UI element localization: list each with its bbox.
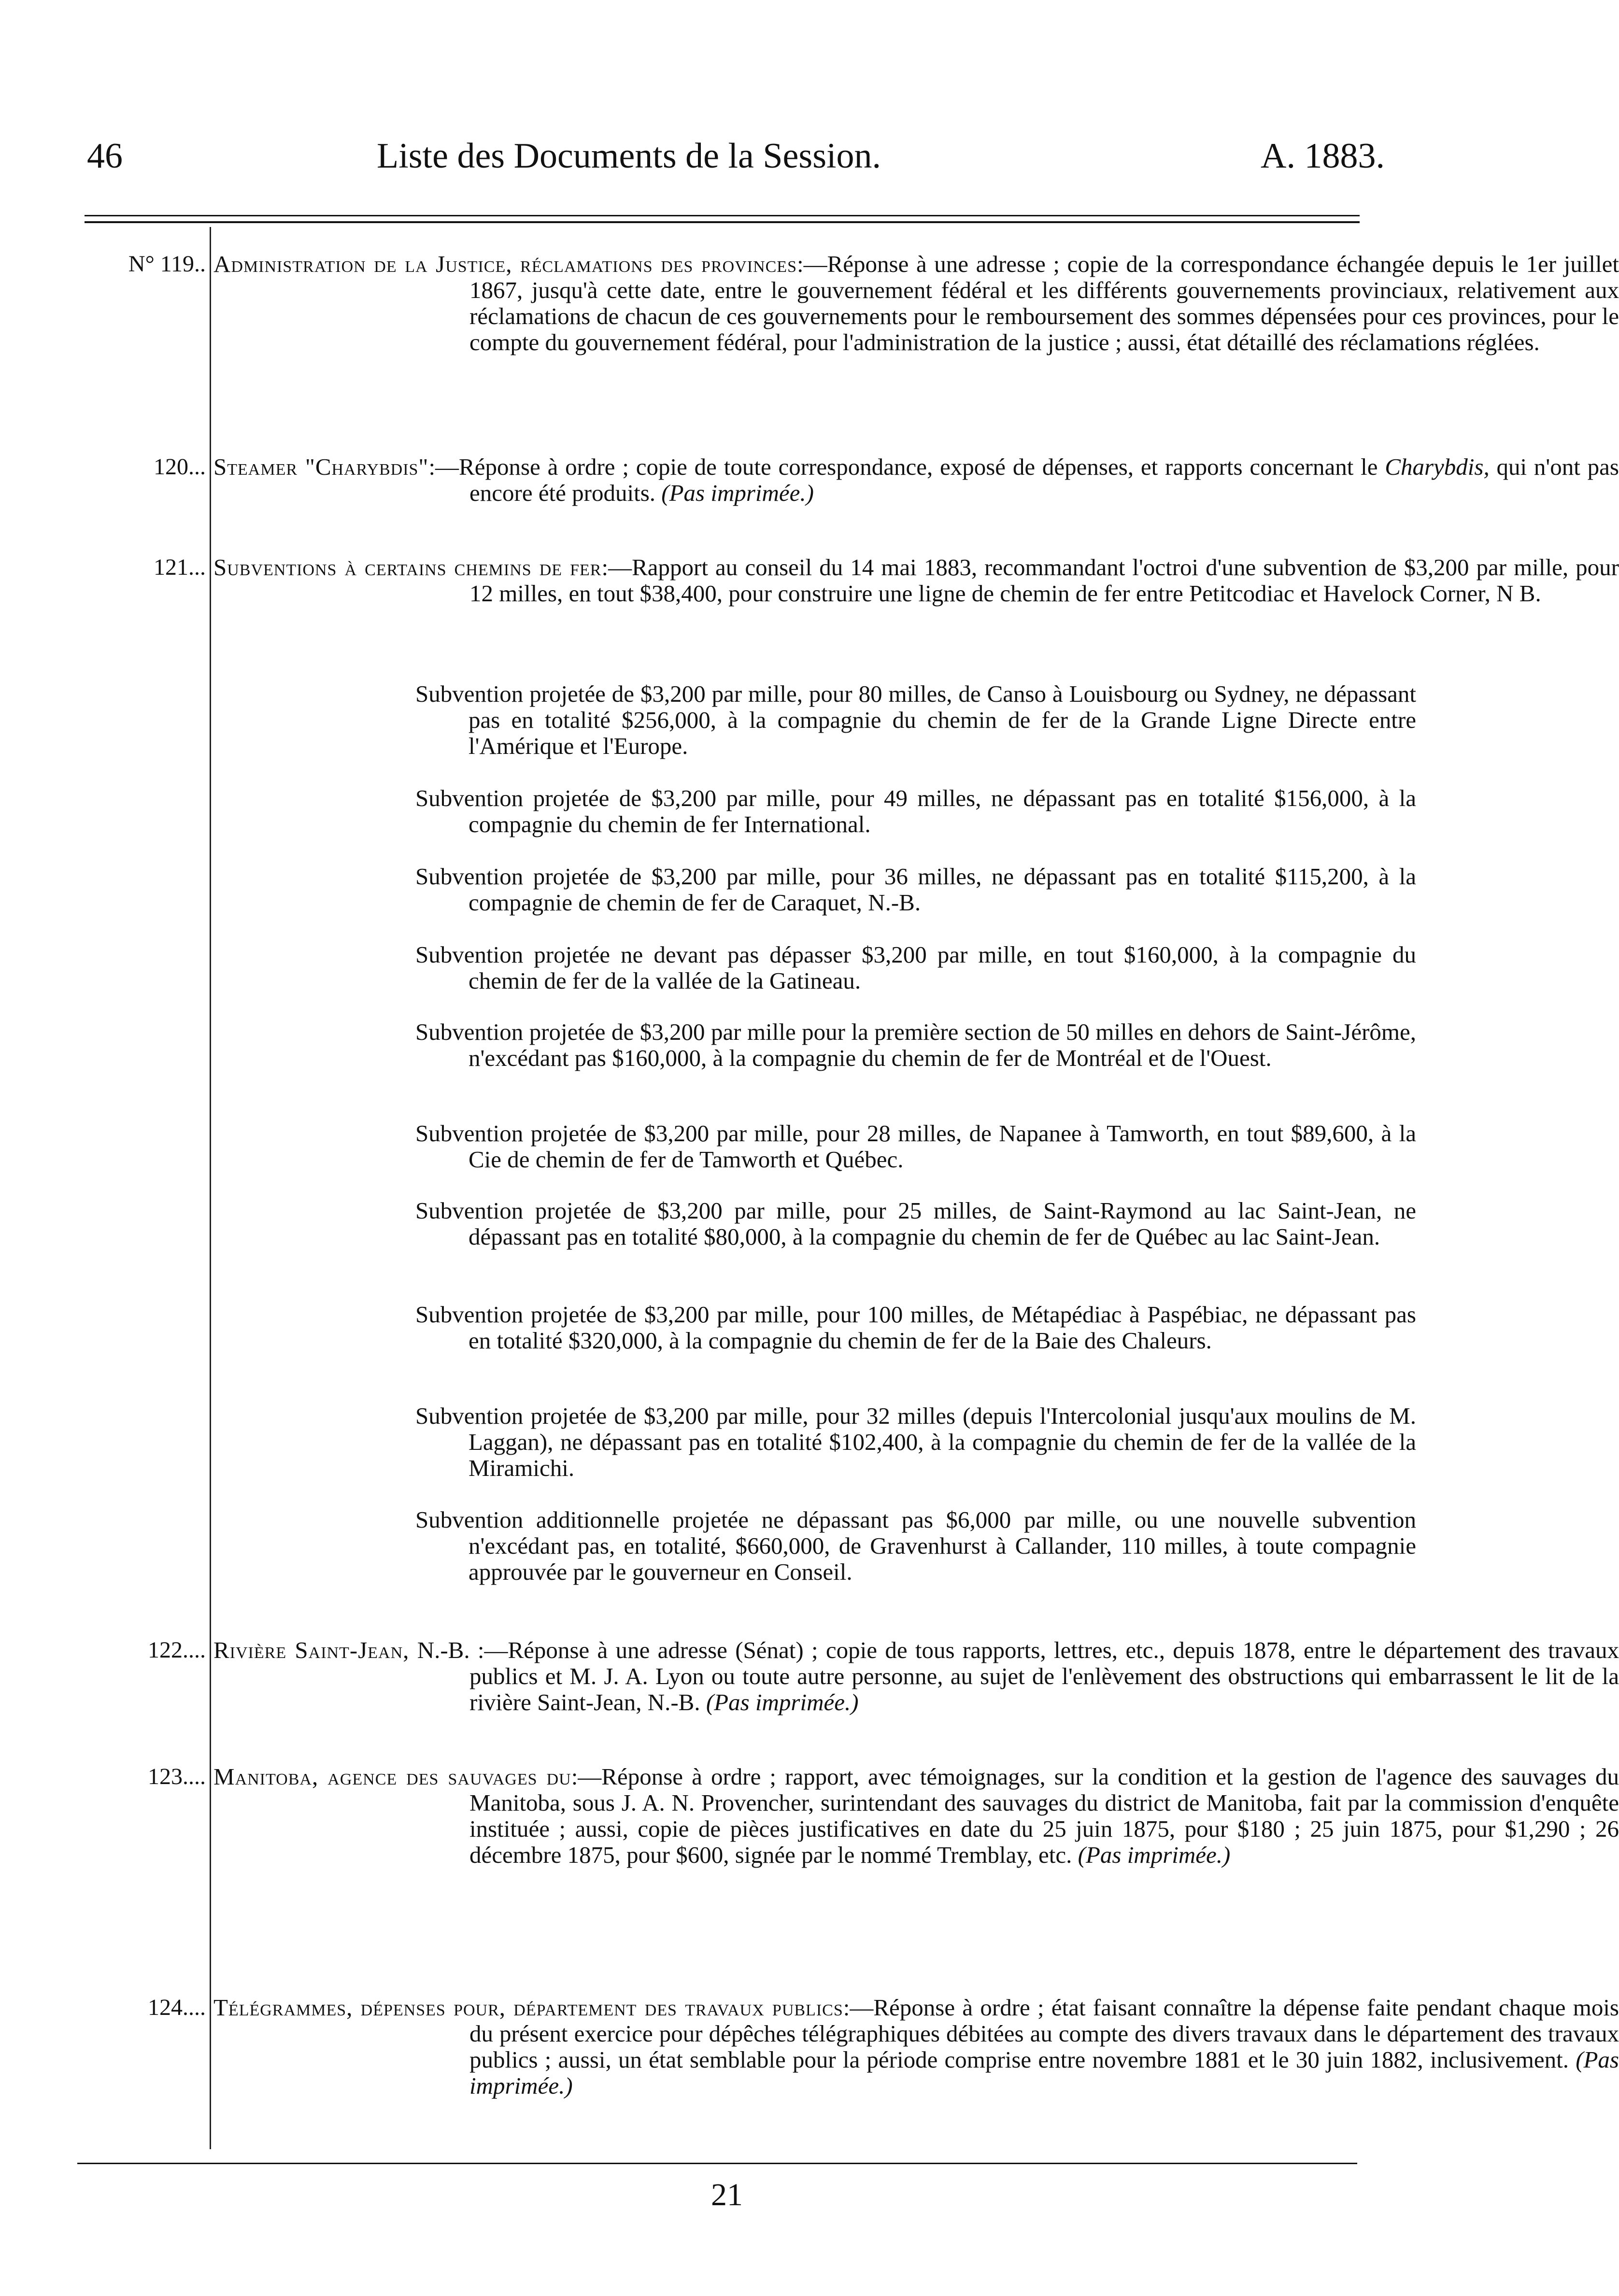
subvention-item: Subvention additionnelle projetée ne dépassant pas $6,000 par mille, ou une nouvelle subvention n'excédant pas, en totalité, $660,000, de Gravenhurst à Callander, 110 milles, à toute compagnie approuvée par le gouverneur en Conseil. xyxy=(415,1506,1416,1585)
entry-body xyxy=(213,454,1619,506)
entry-text: :—Rapport au conseil du 14 mai 1883, recommandant l'octroi d'une subvention de $3,200 par mille, pour 12 milles, en tout $38,400, pour construire une ligne de chemin de fer entre Petitcodiac et Havelock Corner, N B. xyxy=(469,554,1619,607)
entry-text: :—Réponse à ordre ; copie de toute correspondance, exposé de dépenses, et rapports concernant le xyxy=(428,454,1385,480)
footer-rule xyxy=(77,2163,1357,2164)
entry-text: :—Réponse à une adresse ; copie de la correspondance échangée depuis le 1er juillet 1867, jusqu'à cette date, entre le gouvernement fédéral et les différents gouvernements provinciaux, relativement aux réclamations de chacun de ces gouvernements pour le remboursement des sommes dépensées pour ces provinces, pour le compte du gouvernement fédéral, pour l'administration de la justice ; aussi, état détaillé des réclamations réglées. xyxy=(469,251,1619,355)
entry-body xyxy=(213,1764,1619,1868)
entry-number: N° 119.. xyxy=(128,251,206,277)
entry-note: (Pas imprimée.) xyxy=(469,2046,1619,2099)
entry-heading: Rivière Saint-Jean, xyxy=(213,1637,410,1663)
session-year: A. 1883. xyxy=(1261,136,1385,176)
subvention-item: Subvention projetée de $3,200 par mille, pour 80 milles, de Canso à Louisbourg ou Sydney, ne dépassant pas en totalité $256,000, à la compagnie du chemin de fer de la Grande Ligne Directe entre l'Amérique et l'Europe. xyxy=(415,680,1416,759)
subvention-item: Subvention projetée de $3,200 par mille pour la première section de 50 milles en dehors de Saint-Jérôme, n'excédant pas $160,000, à la compagnie du chemin de fer de Montréal et de l'Ouest. xyxy=(415,1019,1416,1071)
entry-text: :—Réponse à ordre ; état faisant connaître la dépense faite pendant chaque mois du présent exercice pour dépêches télégraphiques débitées au compte des divers travaux dans le département des travaux publics ; aussi, un état semblable pour la période comprise entre novembre 1881 et le 30 juin 1882, inclusivement. xyxy=(469,1994,1619,2073)
entry-text: N.-B. :—Réponse à une adresse (Sénat) ; copie de tous rapports, lettres, etc., depuis 1878, entre le département des travaux publics et M. J. A. Lyon ou toute autre personne, au sujet de l'enlèvement des obstructions qui embarrassent le lit de la rivière Saint-Jean, N.-B. xyxy=(409,1637,1619,1715)
page-number: 46 xyxy=(87,136,123,176)
entry-note: (Pas imprimée.) xyxy=(706,1689,859,1715)
entry-number: 120... xyxy=(154,454,206,480)
entry-number: 121... xyxy=(154,554,206,580)
subvention-item: Subvention projetée de $3,200 par mille, pour 32 milles (depuis l'Intercolonial jusqu'aux moulins de M. Laggan), ne dépassant pas en totalité $102,400, à la compagnie du chemin de fer de la vallée de la Miramichi. xyxy=(415,1403,1416,1481)
entry-text-after: qui n'ont pas encore été produits. xyxy=(469,454,1619,506)
header-rule-thick xyxy=(85,221,1360,223)
subvention-item: Subvention projetée de $3,200 par mille, pour 36 milles, ne dépassant pas en totalité $115,200, à la compagnie de chemin de fer de Caraquet, N.-B. xyxy=(415,863,1416,916)
entry-heading: Subventions à certains chemins de fer xyxy=(213,554,602,581)
entry-body xyxy=(213,251,1619,355)
entry-note: (Pas imprimée.) xyxy=(1078,1842,1231,1868)
subvention-item: Subvention projetée ne devant pas dépasser $3,200 par mille, en tout $160,000, à la compagnie du chemin de fer de la vallée de la Gatineau. xyxy=(415,941,1416,994)
entry-number: 124.... xyxy=(148,1995,206,2020)
entry-heading: Steamer "Charybdis" xyxy=(213,454,429,480)
entry-italic-ref: Charybdis, xyxy=(1385,454,1490,480)
header-rule xyxy=(85,215,1360,216)
entry-body xyxy=(213,554,1619,607)
subvention-item: Subvention projetée de $3,200 par mille, pour 49 milles, ne dépassant pas en totalité $156,000, à la compagnie du chemin de fer International. xyxy=(415,785,1416,837)
entry-heading: Télégrammes, dépenses pour, département des travaux publics xyxy=(213,1994,843,2021)
entry-heading: Manitoba, agence des sauvages du xyxy=(213,1763,571,1790)
entry-heading: Administration de la Justice, réclamations des provinces xyxy=(213,251,797,277)
entry-text: :—Réponse à ordre ; rapport, avec témoignages, sur la condition et la gestion de l'agence des sauvages du Manitoba, sous J. A. N. Provencher, surintendant des sauvages du district de Manitoba, fait par la commission d'enquête instituée ; aussi, copie de pièces justificatives en date du 25 juin 1875, pour $180 ; 25 juin 1875, pour $1,290 ; 26 décembre 1875, pour $600, signée par le nommé Tremblay, etc. xyxy=(469,1763,1619,1868)
entry-number: 123.... xyxy=(148,1764,206,1789)
page-title: Liste des Documents de la Session. xyxy=(377,136,881,176)
subvention-item: Subvention projetée de $3,200 par mille, pour 28 milles, de Napanee à Tamworth, en tout $89,600, à la Cie de chemin de fer de Tamworth et Québec. xyxy=(415,1120,1416,1173)
entry-number: 122.... xyxy=(148,1637,206,1663)
subvention-item: Subvention projetée de $3,200 par mille, pour 25 milles, de Saint-Raymond au lac Saint-Jean, ne dépassant pas en totalité $80,000, à la compagnie du chemin de fer de Québec au lac Saint-Jean. xyxy=(415,1197,1416,1250)
entry-body xyxy=(213,1637,1619,1715)
entry-note: (Pas imprimée.) xyxy=(661,480,814,506)
subvention-item: Subvention projetée de $3,200 par mille, pour 100 milles, de Métapédiac à Paspébiac, ne dépassant pas en totalité $320,000, à la compagnie du chemin de fer de la Baie des Chaleurs. xyxy=(415,1301,1416,1354)
folio-number: 21 xyxy=(711,2177,743,2212)
column-divider xyxy=(210,227,211,2149)
entry-body xyxy=(213,1995,1619,2099)
